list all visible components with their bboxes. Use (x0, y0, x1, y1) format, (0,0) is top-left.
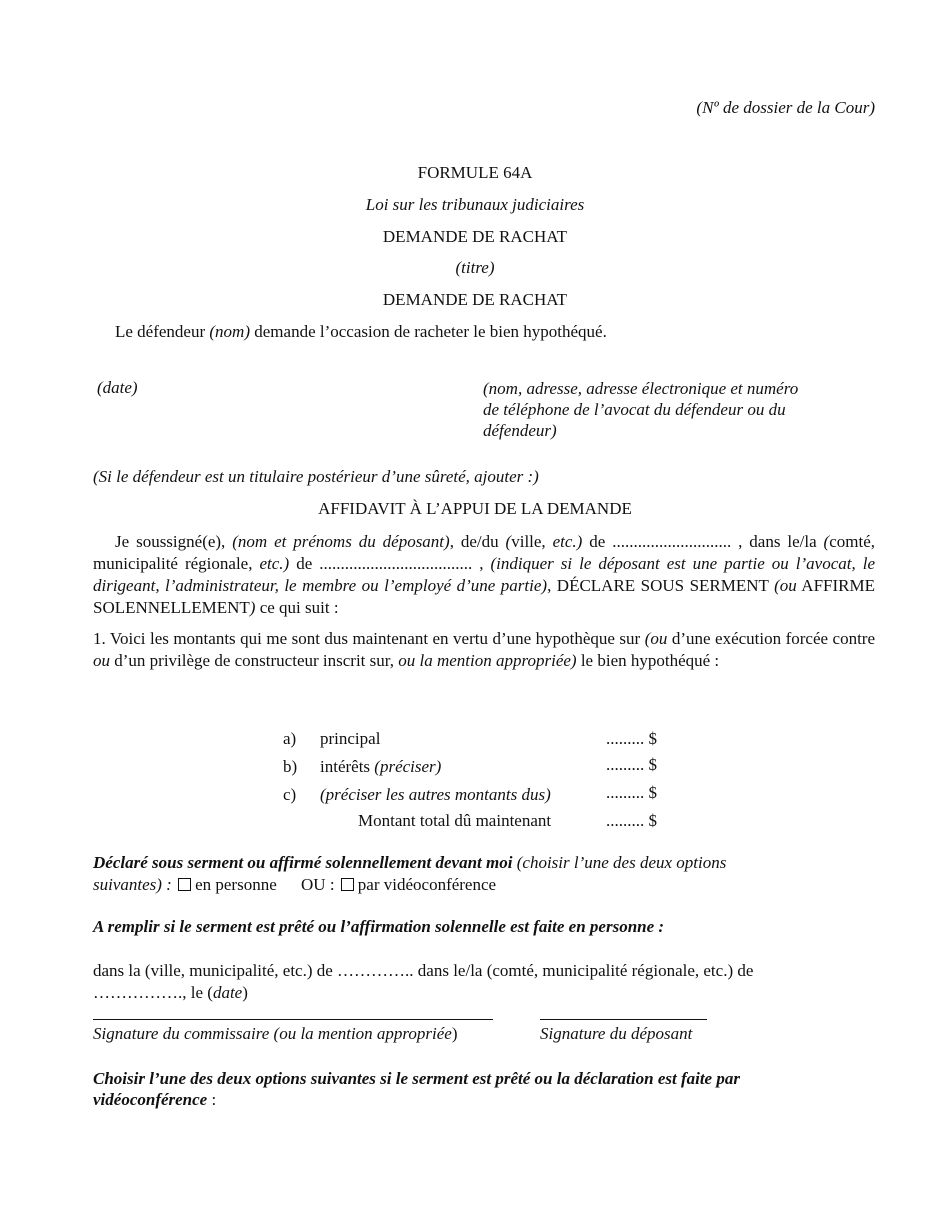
in-person-checkbox[interactable] (178, 878, 191, 891)
total-label: Montant total dû maintenant (358, 811, 552, 830)
lawyer-info-block: (nom, adresse, adresse électronique et numéro de téléphone de l’avocat du défendeur ou du défendeur) (483, 379, 799, 440)
deponent-signature-label: Signature du déposant (540, 1024, 693, 1043)
commissioner-signature-label: Signature du commissaire (ou la mention appropriée) (93, 1024, 458, 1043)
subsequent-holder-note: (Si le défendeur est un titulaire postérieur d’une sûreté, ajouter :) (93, 467, 539, 486)
videoconference-checkbox[interactable] (341, 878, 354, 891)
amount-value: ......... $ (606, 729, 657, 748)
amount-value: ......... $ (606, 783, 657, 802)
deponent-signature-line[interactable] (540, 1019, 707, 1020)
affidavit-intro-paragraph: Je soussigné(e), (nom et prénoms du déposant), de/du (ville, etc.) de ............................ , dans le/la (comté, municipalité régionale, etc.) de .................................... , (indiquer si le déposant est une partie ou l’avocat, le dirigeant, l’administrateur, le membre ou l’employé d’une partie), DÉCLARE SOUS SERMENT (ou AFFIRME SOLENNELLEMENT) ce qui suit : (93, 532, 876, 617)
amount-label: (préciser les autres montants dus) (320, 785, 551, 804)
court-file-number: (Nº de dossier de la Cour) (696, 98, 875, 117)
amount-label: principal (320, 729, 381, 748)
amount-value: ......... $ (606, 755, 657, 774)
in-person-label: en personne (195, 875, 277, 894)
amount-label: intérêts (préciser) (320, 757, 442, 776)
amount-letter: b) (283, 757, 298, 776)
amount-letter: a) (283, 729, 297, 748)
date-placeholder: (date) (97, 378, 138, 397)
item-1-paragraph: 1. Voici les montants qui me sont dus maintenant en vertu d’une hypothèque sur (ou d’une exécution forcée contre ou d’un privilège de constructeur inscrit sur, ou la mention appropriée) le bien hypothéqué : (93, 629, 875, 670)
videoconference-label: par vidéoconférence (357, 875, 497, 894)
amount-letter: c) (283, 785, 297, 804)
statute-name: Loi sur les tribunaux judiciaires (365, 195, 585, 214)
in-person-heading: A remplir si le serment est prêté ou l’affirmation solennelle est faite en personne : (93, 917, 665, 936)
sworn-options: suivantes) : en personne OU : par vidéoconférence (93, 875, 497, 894)
document-heading: DEMANDE DE RACHAT (382, 290, 568, 309)
or-label: OU : (301, 875, 335, 894)
intro-sentence: Le défendeur (nom) demande l’occasion de racheter le bien hypothéqué. (115, 322, 607, 341)
total-value: ......... $ (606, 811, 657, 830)
form-heading: DEMANDE DE RACHAT (382, 227, 568, 246)
affidavit-heading: AFFIDAVIT À L’APPUI DE LA DEMANDE (318, 499, 632, 518)
sworn-statement: Déclaré sous serment ou affirmé solennellement devant moi (choisir l’une des deux options (93, 853, 727, 872)
commissioner-signature-line[interactable] (93, 1019, 493, 1020)
place-date-line: dans la (ville, municipalité, etc.) de ………….. dans le/la (comté, municipalité régionale, etc.) de ……………., le (date) (93, 961, 754, 1002)
form-number: FORMULE 64A (417, 163, 533, 182)
title-placeholder: (titre) (455, 258, 495, 277)
videoconference-heading: Choisir l’une des deux options suivantes si le serment est prêté ou la déclaration est faite par vidéoconférence : (93, 1069, 740, 1109)
